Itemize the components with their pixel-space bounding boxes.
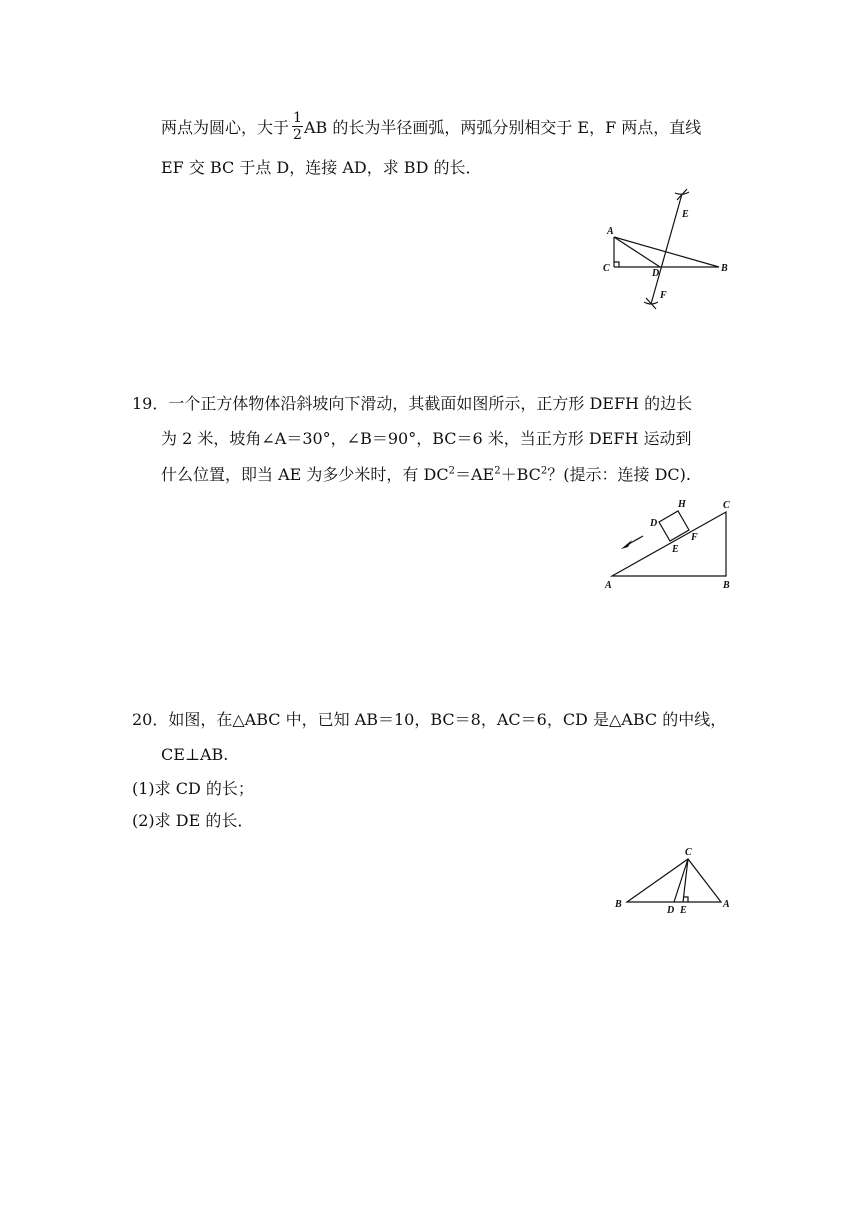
label-D: D bbox=[667, 905, 675, 916]
label-A: A bbox=[605, 580, 612, 591]
triangle-ABC bbox=[627, 859, 721, 902]
q18-text-a: 两点为圆心，大于 bbox=[161, 118, 290, 137]
label-D: D bbox=[652, 268, 660, 279]
q20-part-1-text: (1)求 CD 的长； bbox=[132, 779, 254, 798]
q19-text-3b: ＝AE bbox=[454, 465, 495, 484]
label-C: C bbox=[603, 263, 610, 274]
q19-text-3a: 什么位置，即当 AE 为多少米时，有 DC bbox=[161, 465, 449, 484]
superscript: 2 bbox=[494, 465, 501, 477]
label-H: H bbox=[678, 499, 686, 510]
superscript: 2 bbox=[448, 465, 455, 477]
q18-text-c: EF 交 BC 于点 D，连接 AD，求 BD 的长． bbox=[161, 158, 482, 177]
label-E: E bbox=[682, 209, 689, 220]
q20-text-2: CE⊥AB. bbox=[161, 745, 229, 764]
label-B: B bbox=[723, 580, 730, 591]
label-F: F bbox=[660, 290, 667, 301]
label-B: B bbox=[615, 899, 622, 910]
superscript: 2 bbox=[540, 465, 548, 477]
label-C: C bbox=[723, 500, 730, 511]
label-B: B bbox=[721, 263, 728, 274]
q19-text-2: 为 2 米，坡角∠A＝30°，∠B＝90°，BC＝6 米，当正方形 DEFH 运动到 bbox=[161, 429, 692, 448]
q19-text-3c: ＋BC bbox=[500, 465, 541, 484]
q20-part-2-text: (2)求 DE 的长． bbox=[132, 811, 254, 830]
fraction-numerator: 1 bbox=[293, 110, 302, 126]
label-C: C bbox=[685, 847, 692, 858]
label-A: A bbox=[607, 226, 614, 237]
q18-text-b: AB 的长为半径画弧，两弧分别相交于 E，F 两点，直线 bbox=[303, 118, 702, 137]
fraction-denominator: 2 bbox=[293, 127, 302, 143]
q19-text-3d: ？(提示：连接 DC). bbox=[547, 465, 691, 484]
q20-text-1: 20．如图，在△ABC 中，已知 AB＝10，BC＝8，AC＝6，CD 是△ABC 的中线， bbox=[132, 710, 727, 729]
q19-text-1: 19．一个正方体物体沿斜坡向下滑动，其截面如图所示，正方形 DEFH 的边长 bbox=[132, 394, 693, 413]
label-F: F bbox=[691, 532, 698, 543]
label-D: D bbox=[650, 518, 658, 529]
label-E: E bbox=[672, 544, 679, 555]
label-E: E bbox=[680, 905, 687, 916]
label-A: A bbox=[723, 899, 730, 910]
